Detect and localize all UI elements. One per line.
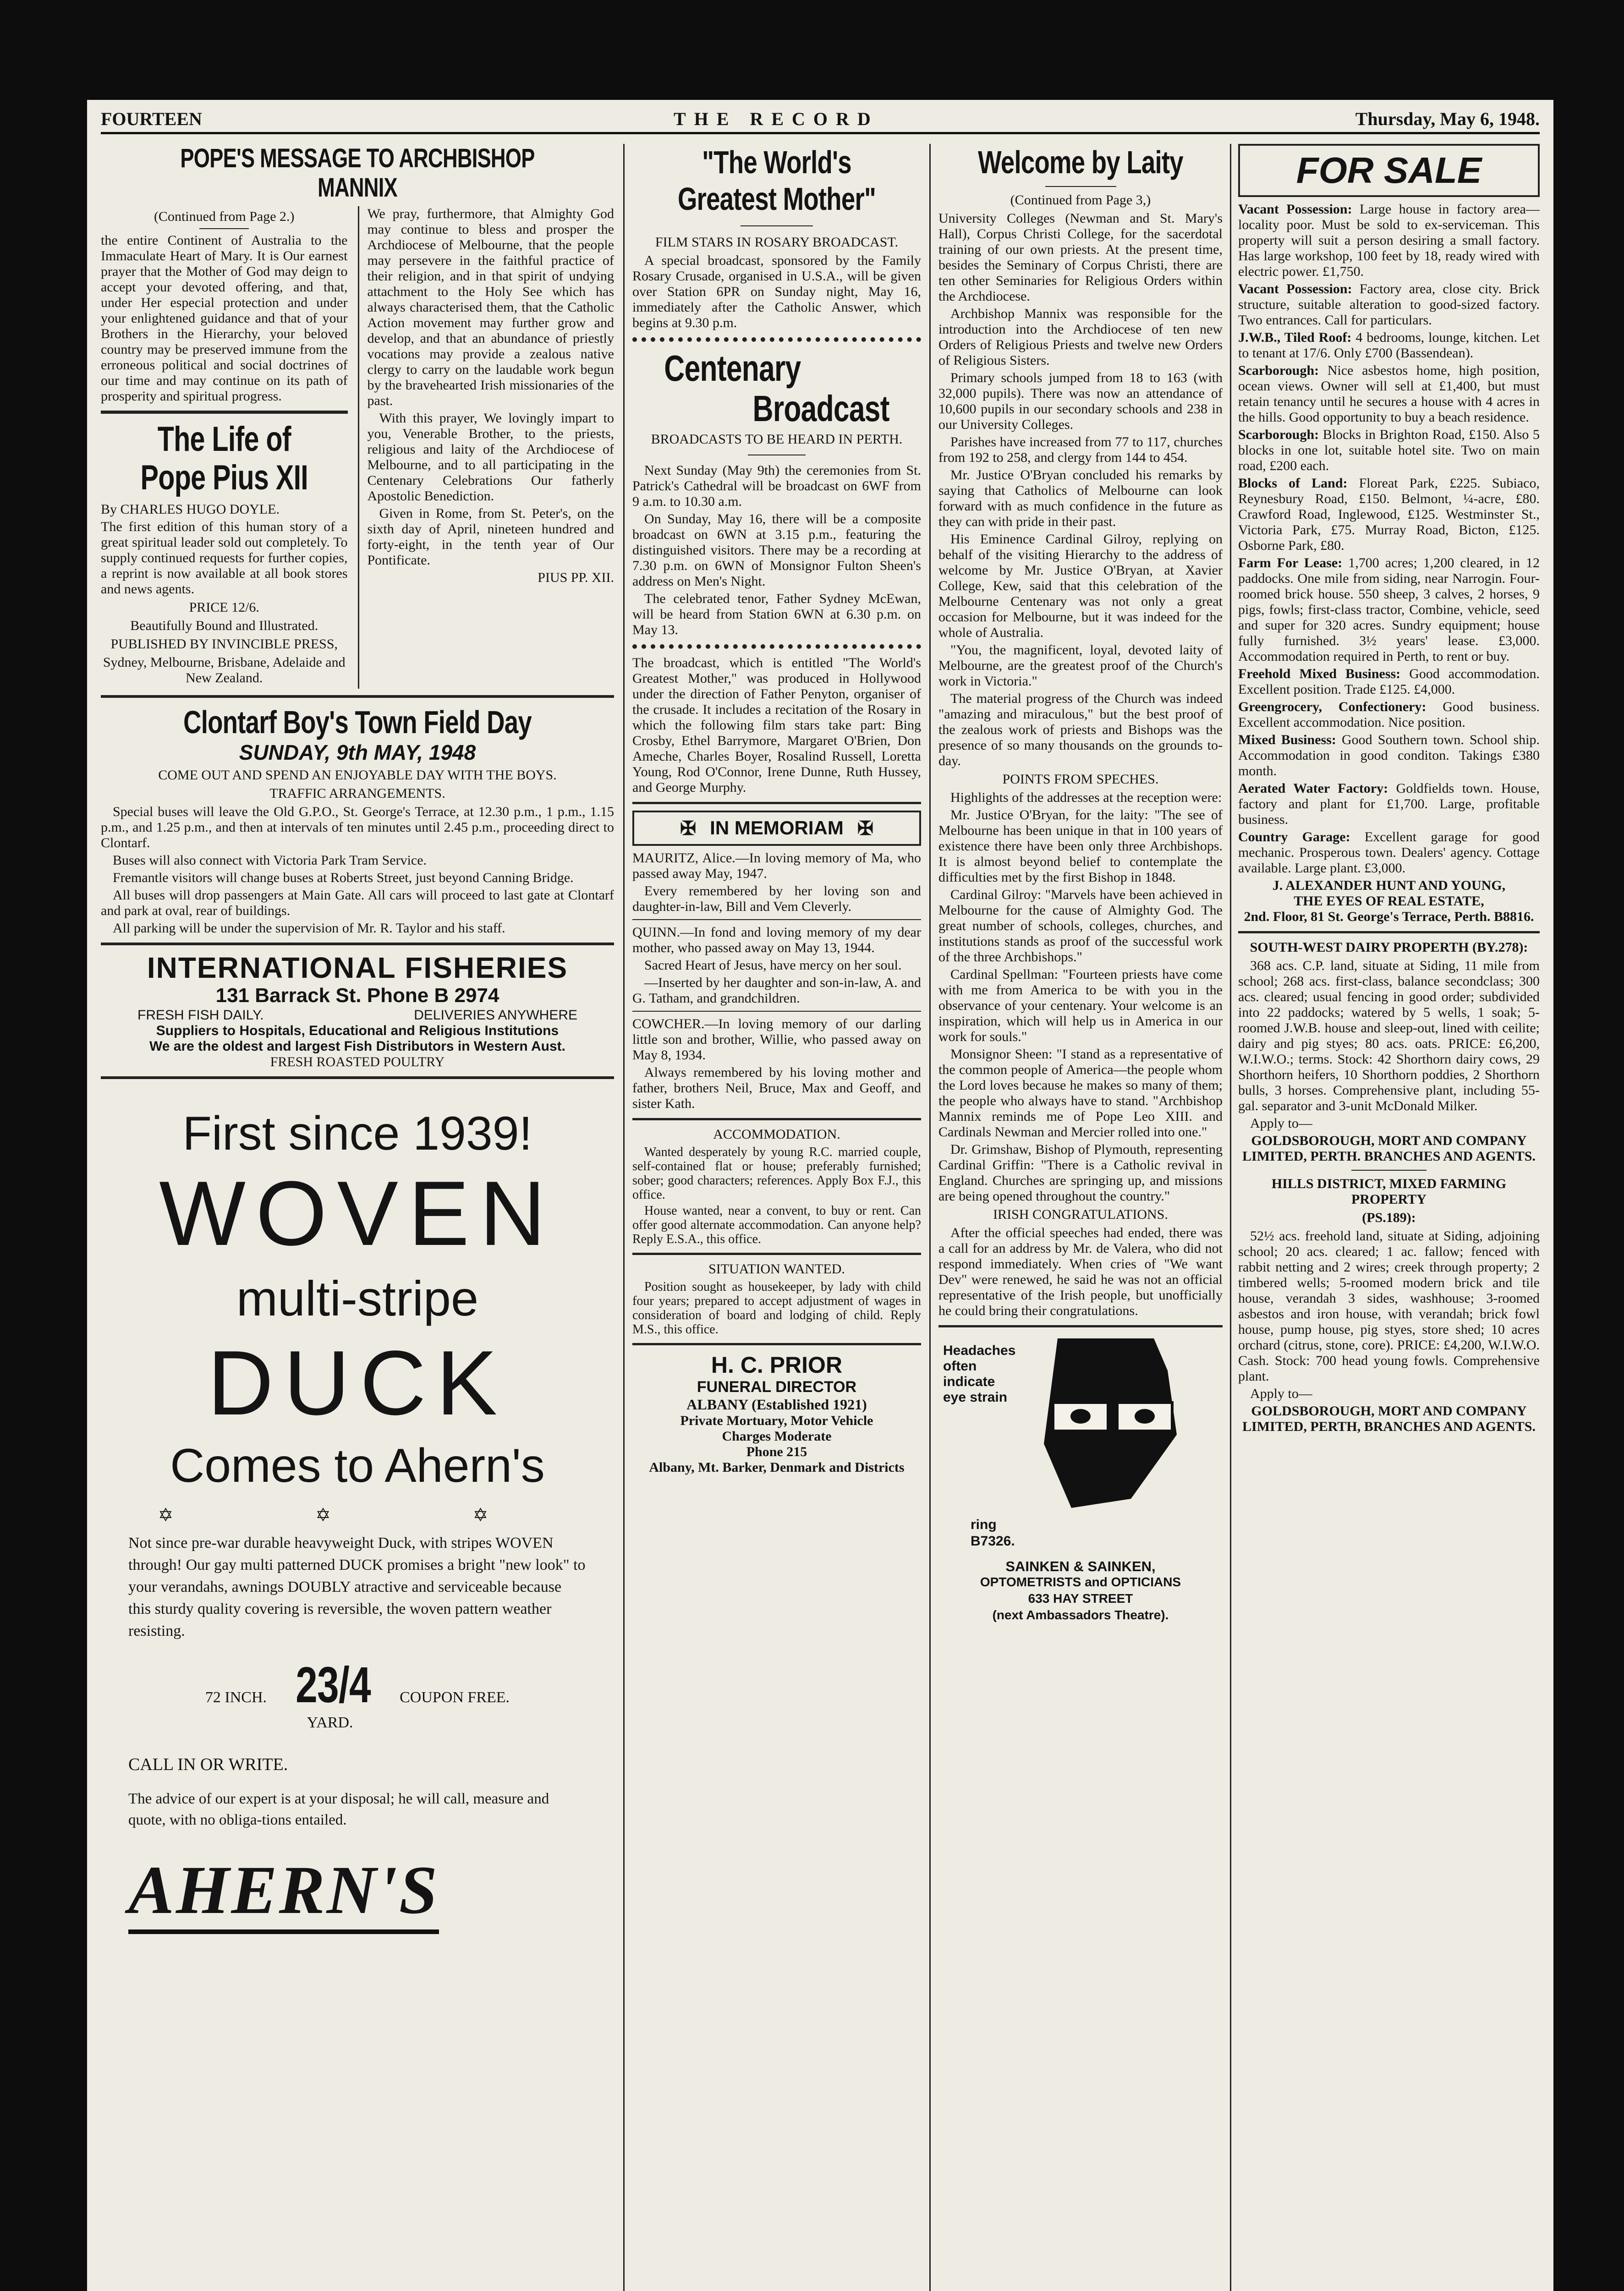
listing-details: Nice asbestos home, high position, ocean views. Owner will sell at £1,400, but must retain tenancy until he secures a house with 4 acres in the hills. Good opportunity to buy a beach residence. (1238, 363, 1540, 425)
welcome-paragraph: Monsignor Sheen: "I stand as a representative of the common people of America—the people whom the Lord loves because he makes so many of them; the people who always have to stand. "Archbishop Mannix reminds me of Pope Leo XIII. and Cardinals Newman and Mercier rolled into one." (938, 1047, 1223, 1140)
life-title-line2: Pope Pius XII (140, 458, 308, 497)
centenary-headline-2: Broadcast (752, 388, 889, 429)
worlds-mother-headline: "The World's Greatest Mother" (677, 144, 876, 217)
column-rule (623, 144, 625, 2291)
hunt-agent: J. ALEXANDER HUNT AND YOUNG, (1272, 878, 1506, 893)
fisheries-suppliers: Suppliers to Hospitals, Educational and Religious Institutions (156, 1023, 559, 1038)
hills-title: HILLS DISTRICT, MIXED FARMING PROPERTY (1271, 1176, 1507, 1207)
welcome-headline: Welcome by Laity (978, 144, 1183, 180)
life-title-line1: The Life of (157, 420, 291, 459)
listing-details: Good business. Excellent accommodation. Nice position. (1238, 699, 1540, 730)
for-sale-listing (1238, 781, 1540, 828)
pope-paragraph: the entire Continent of Australia to the Immaculate Heart of Mary. It is Our earnest prayer that the Mother of God may deign to accept your devoted offering, and that, under Her especial protection and under your enlightened guidance and that of your Brothers in the Hierarchy, your beloved country may be preserved immune from the erroneous political and social doctrines of our time and may continue on its path of prosperity and spiritual progress. (101, 233, 348, 404)
prior-districts: Albany, Mt. Barker, Denmark and Districts (649, 1460, 905, 1475)
listing-heading: Vacant Possession: (1238, 281, 1352, 296)
for-sale-listing (1238, 202, 1540, 280)
situation-heading: SITUATION WANTED. (708, 1261, 845, 1277)
memoriam-entry: —Inserted by her daughter and son-in-law, A. and G. Tatham, and grandchildren. (632, 975, 921, 1006)
middle-column (632, 144, 921, 2291)
prior-role: FUNERAL DIRECTOR (697, 1378, 857, 1396)
life-of-pius-ad (101, 420, 348, 686)
ahern-call: CALL IN OR WRITE. (128, 1755, 288, 1774)
optom-near: (next Ambassadors Theatre). (992, 1608, 1169, 1622)
ahern-star-ornaments: ✡ ✡ ✡ (158, 1505, 557, 1525)
life-publisher: PUBLISHED BY INVINCIBLE PRESS, (110, 636, 338, 652)
memoriam-heading (632, 811, 921, 846)
listing-details: Factory area, close city. Brick structure, suitable alteration to good-sized factory. Two entrances. Call for particulars. (1238, 281, 1540, 328)
prior-name: H. C. PRIOR (711, 1352, 843, 1378)
situation-ad: Position sought as housekeeper, by lady with child four years; prepared to accept adjustment of wages in consideration of board and lodging of child. Reply M.S., this office. (632, 1280, 921, 1337)
optom-headaches: Headaches often indicate eye strain (943, 1343, 1016, 1405)
worlds-paragraph: A special broadcast, sponsored by the Family Rosary Crusade, organised in U.S.A., will be given over Station 6PR on Sunday night, May 16, immediately after the Catholic Answer, which begins at 9.30 p.m. (632, 253, 921, 330)
speeches-subhead: POINTS FROM SPECHES. (1002, 772, 1159, 787)
centenary-paragraph: On Sunday, May 16, there will be a composite broadcast on 6WN at 3.15 p.m., featuring the distinguished visitors. There may be a recording at 7.30 p.m. on 6WN of Monsignor Fulton Sheen's address on Men's Night. (632, 511, 921, 589)
fisheries-fresh: FRESH FISH DAILY. (137, 1008, 264, 1023)
memoriam-title: IN MEMORIAM (710, 817, 844, 839)
optom-name: SAINKEN & SAINKEN, (1005, 1558, 1156, 1574)
pope-continued-note: (Continued from Page 2.) (154, 209, 295, 224)
for-sale-listing (1238, 281, 1540, 328)
centenary-sub: BROADCASTS TO BE HEARD IN PERTH. (651, 432, 903, 447)
welcome-paragraph: Cardinal Spellman: "Fourteen priests have come with me from America to be with you in the observance of your centenary. Your welcome is an inspiration, which will help us in America in our work for souls." (938, 967, 1223, 1044)
hills-agent: GOLDSBOROUGH, MORT AND COMPANY LIMITED, PERTH, BRANCHES AND AGENTS. (1242, 1403, 1536, 1434)
dairy-agent: GOLDSBOROUGH, MORT AND COMPANY LIMITED, PERTH. BRANCHES AND AGENTS. (1242, 1133, 1536, 1164)
listing-details: Good Southern town. School ship. Accommodation in good conditon. Takings £380 month. (1238, 732, 1540, 778)
aherns-ad (101, 1085, 614, 1934)
cross-icon: ✠ (857, 817, 874, 839)
for-sale-listing (1238, 363, 1540, 425)
face-with-glasses-icon (1016, 1334, 1209, 1517)
listing-heading: Scarborough: (1238, 427, 1319, 442)
listing-details: 1,700 acres; 1,200 cleared, in 12 paddocks. One mile from siding, near Narrogin. Four-roomed brick house. 550 sheep, 3 calves, 2 horses, 9 pigs, fowls; first-class tractor, Combine, vehicle, seed and super for 320 acres. Sundry equipment; house fully furnished. 3½ years' lease. £3,000. Accommodation required in Perth, to rent or buy. (1238, 555, 1540, 664)
listing-heading: Freehold Mixed Business: (1238, 666, 1401, 681)
listing-details: 4 bedrooms, lounge, kitchen. Let to tenant at 17/6. Only £700 (Bassendean). (1238, 330, 1540, 361)
for-sale-listing (1238, 427, 1540, 474)
life-price: PRICE 12/6. (189, 600, 259, 615)
memoriam-entry: Always remembered by his loving mother and father, brothers Neil, Bruce, Max and Geoff, and sister Kath. (632, 1065, 921, 1111)
cross-icon: ✠ (680, 817, 697, 839)
hills-apply: Apply to— (1250, 1386, 1312, 1401)
hunt-address: 2nd. Floor, 81 St. George's Terrace, Perth. B8816. (1244, 909, 1534, 924)
fisheries-poultry: FRESH ROASTED POULTRY (270, 1054, 445, 1069)
pope-paragraph: We pray, furthermore, that Almighty God may continue to bless and prosper the Archdiocese of Melbourne, that the people may persevere in the faithful practice of their religion, and in that spirit of undying attachment to the Holy See which has always characterised them, that the Catholic Action movement may further grow and develop, and that an abundance of priestly vocations may provide a zealous native clergy to carry on the laudable work begun by the bravehearted Irish missionaries of the past. (367, 206, 614, 408)
listing-heading: Mixed Business: (1238, 732, 1336, 747)
worlds-paragraph-continued: The broadcast, which is entitled "The World's Greatest Mother," was produced in Hollywood under the direction of Father Penyton, organiser of the crusade. It includes a recitation of the Rosary in which the following film stars take part: Bing Crosby, Ethel Barrymore, Margaret O'Brien, Don Ameche, Charles Boyer, Rosalind Russell, Loretta Young, Rod O'Connor, Irene Dunne, Ruth Hussey, and George Murphy. (632, 655, 921, 795)
issue-date: Thursday, May 6, 1948. (1355, 109, 1540, 129)
optom-address: 633 HAY STREET (1028, 1591, 1133, 1606)
prior-mortuary: Private Mortuary, Motor Vehicle (680, 1413, 873, 1428)
irish-subhead: IRISH CONGRATULATIONS. (993, 1207, 1168, 1222)
page-header (101, 106, 1540, 134)
dairy-apply: Apply to— (1250, 1116, 1312, 1131)
for-sale-listings (1238, 202, 1540, 876)
hills-body: 52½ acs. freehold land, situate at Siding, adjoining school; 20 acs. cleared; 1 ac. fallow; fenced with rabbit netting and 2 wires; creek through property; 2 timbered wells; 5-roomed modern brick and tile house, verandah 3 sides, washhouse; 3-roomed asbestos and iron house, with verandah; brick fowl house, pump house, pig styes, store shed; 10 acres orchard (citrus, stone, core). PRICE: £4,200, W.I.W.O. Cash. Stock: 700 head young fowls. Comprehensive plant. (1238, 1228, 1540, 1384)
worlds-sub: FILM STARS IN ROSARY BROADCAST. (655, 235, 899, 250)
welcome-paragraph: Mr. Justice O'Bryan concluded his remarks by saying that Catholics of Melbourne can look forward with as much confidence in the future as they can with pride in their past. (938, 467, 1223, 529)
ahern-woven: WOVEN (159, 1162, 556, 1265)
for-sale-listing (1238, 476, 1540, 554)
prior-established: ALBANY (Established 1921) (686, 1396, 867, 1413)
listing-heading: Blocks of Land: (1238, 476, 1348, 491)
clontarf-notice (101, 704, 614, 936)
welcome-paragraph: Primary schools jumped from 18 to 163 (with 32,000 pupils). There was now an attendance of 10,600 pupils in our secondary schools and 238 in our University Colleges. (938, 370, 1223, 432)
ahern-advice: The advice of our expert is at your disposal; he will call, measure and quote, with no obliga-tions entailed. (128, 1791, 549, 1828)
listing-details: Excellent garage for good mechanic. Prosperous town. Dealers' agency. Cottage available. Large plant. £3,000. (1238, 829, 1540, 876)
welcome-paragraph: University Colleges (Newman and St. Mary's Hall), Corpus Christi College, for the sacerdotal training of our own priests. At the present time, besides the Seminary of Corpus Christi, there are ten other Seminaries for Religious Orders within the Archdiocese. (938, 211, 1223, 304)
masthead: THE RECORD (674, 109, 879, 129)
life-body: The first edition of this human story of a great spiritual leader sold out completely. To supply continued requests for further copies, a reprint is now available at all book stores and news agents. (101, 519, 348, 597)
life-cities: Sydney, Melbourne, Brisbane, Adelaide and New Zealand. (103, 655, 346, 685)
listing-heading: Greengrocery, Confectionery: (1238, 699, 1426, 714)
welcome-paragraph: "You, the magnificent, loyal, devoted laity of Melbourne, are the greatest proof of the Church's work in Victoria." (938, 642, 1223, 689)
memoriam-entry: COWCHER.—In loving memory of our darling little son and brother, Willie, who passed away on May 8, 1934. (632, 1016, 921, 1063)
traffic-heading: TRAFFIC ARRANGEMENTS. (269, 786, 445, 801)
for-sale-listing (1238, 666, 1540, 697)
optom-phone: B7326. (971, 1534, 1015, 1549)
welcome-paragraph: Highlights of the addresses at the reception were: (950, 790, 1222, 805)
pope-paragraph: Given in Rome, from St. Peter's, on the sixth day of April, nineteen hundred and forty-eight, in the tenth year of Our Pontificate. (367, 506, 614, 568)
fisheries-title: INTERNATIONAL FISHERIES (147, 951, 568, 984)
prior-funeral-ad (632, 1352, 921, 1475)
for-sale-listing (1238, 699, 1540, 730)
prior-charges: Charges Moderate (722, 1429, 832, 1444)
clontarf-paragraph: Fremantle visitors will change buses at Roberts Street, just beyond Canning Bridge. (113, 870, 574, 885)
listing-heading: J.W.B., Tiled Roof: (1238, 330, 1352, 345)
dairy-title: SOUTH-WEST DAIRY PROPERTH (BY.278): (1250, 940, 1528, 955)
for-sale-listing (1238, 555, 1540, 664)
centenary-paragraph: The celebrated tenor, Father Sydney McEwan, will be heard from Station 6WN at 6.30 p.m. on May 13. (632, 591, 921, 637)
listing-details: Goldfields town. House, factory and plant for £1,700. Large, profitable business. (1238, 781, 1540, 827)
ahern-logo: AHERN'S (128, 1851, 439, 1934)
clontarf-date: SUNDAY, 9th MAY, 1948 (239, 740, 476, 764)
listing-heading: Vacant Possession: (1238, 202, 1352, 217)
ahern-yard: YARD. (307, 1714, 353, 1731)
clontarf-paragraph: All buses will drop passengers at Main Gate. All cars will proceed to last gate at Clontarf and park at oval, rear of buildings. (101, 888, 614, 918)
hills-ref: (PS.189): (1362, 1210, 1416, 1225)
welcome-column (938, 144, 1223, 2291)
hunt-slogan: THE EYES OF REAL ESTATE, (1294, 893, 1484, 909)
prior-phone: Phone 215 (746, 1444, 807, 1459)
listing-heading: Farm For Lease: (1238, 555, 1343, 570)
memoriam-entry: QUINN.—In fond and loving memory of my dear mother, who passed away on May 13, 1944. (632, 925, 921, 955)
clontarf-paragraph: Special buses will leave the Old G.P.O., St. George's Terrace, at 12.30 p.m., 1 p.m., 1.15 p.m., and 1.25 p.m., and then at intervals of ten minutes until 2.45 p.m., proceeding direct to Clontarf. (101, 804, 614, 850)
listing-details: Floreat Park, £225. Subiaco, Reynesbury Road, £150. Belmont, ¼-acre, £80. Crawford Road, Inglewood, £125. Westminster St., Victoria Park, £75. Murray Road, Bicton, £125. Osborne Park, £80. (1238, 476, 1540, 553)
listing-heading: Scarborough: (1238, 363, 1319, 378)
memoriam-entry: Every remembered by her loving son and daughter-in-law, Bill and Vem Cleverly. (632, 883, 921, 914)
fisheries-oldest: We are the oldest and largest Fish Distributors in Western Aust. (149, 1039, 565, 1054)
pope-message-headline: POPE'S MESSAGE TO ARCHBISHOP MANNIX (180, 144, 535, 203)
ahern-duck: DUCK (207, 1332, 508, 1434)
pope-signature: PIUS PP. XII. (538, 570, 614, 585)
pope-message-article (101, 144, 614, 689)
fisheries-address: 131 Barrack St. Phone B 2974 (215, 984, 499, 1007)
welcome-paragraph: His Eminence Cardinal Gilroy, replying on behalf of the visiting Hierarchy to the address of welcome by Mr. Justice O'Bryan, at Xavier College, Kew, said that this celebration of the Melbourne Centenary was not only a great occasion for Melbourne, but it was indeed for the whole of Australia. (938, 532, 1223, 640)
for-sale-listing (1238, 330, 1540, 361)
ahern-multi-stripe: multi-stripe (236, 1271, 479, 1326)
newspaper-page (87, 100, 1553, 2291)
welcome-paragraph: The material progress of the Church was indeed "amazing and miraculous," but the best proof of the zealous work of priests and Bishops was the presence of so many thousands on the grounds to-day. (938, 691, 1223, 768)
pope-paragraph: With this prayer, We lovingly impart to you, Venerable Brother, to the priests, religious and laity of the Archdiocese of Melbourne, and to all participating in the Centenary Celebrations Our fatherly Apostolic Benediction. (367, 411, 614, 504)
column-rule (1230, 144, 1231, 2291)
for-sale-heading: FOR SALE (1238, 144, 1540, 197)
clontarf-invite: COME OUT AND SPEND AN ENJOYABLE DAY WITH THE BOYS. (158, 767, 557, 783)
ahern-width: 72 INCH. (205, 1689, 267, 1706)
for-sale-column (1238, 144, 1540, 2291)
dairy-body: 368 acs. C.P. land, situate at Siding, 11 mile from school; 268 acs. first-class, balance secondclass; 300 acs. cleared; usual fencing in good order; subdivided into 22 paddocks; watered by 5 wells, 1 soak; 5-roomed J.W.B. house and sleep-out, lined with ceilite; dairy and pig styes; 80 acs. oats. PRICE: £6,200, W.I.W.O.; terms. Stock: 42 Shorthorn dairy cows, 29 Shorthorn heifers, 10 Shorthorn poddies, 2 Shorthorn bulls, 3 horses. Comprehensive plant, including 55-gal. separator and 3-unit McDonald Milker. (1238, 958, 1540, 1113)
welcome-paragraph: Cardinal Gilroy: "Marvels have been achieved in Melbourne for the cause of Almighty God. The great number of schools, colleges, churches, and institutions stands as proof of the successful work of the three Archbishops." (938, 887, 1223, 965)
centenary-paragraph: Next Sunday (May 9th) the ceremonies from St. Patrick's Cathedral will be broadcast on 6WF from 9 a.m. to 10.30 a.m. (632, 463, 921, 509)
listing-details: Good accommodation. Excellent position. Trade £125. £4,000. (1238, 666, 1540, 697)
for-sale-listing (1238, 829, 1540, 876)
optom-role: OPTOMETRISTS and OPTICIANS (980, 1575, 1181, 1589)
welcome-paragraph: After the official speeches had ended, there was a call for an address by Mr. de Valera, who did not respond immediately. When cries of "We want Dev" were renewed, he said he was not an official representative of the Irish people, but unofficially he could bring their congratulations. (938, 1225, 1223, 1318)
life-author: By CHARLES HUGO DOYLE. (101, 502, 280, 517)
life-binding: Beautifully Bound and Illustrated. (130, 618, 318, 633)
ahern-coupon: COUPON FREE. (400, 1689, 510, 1706)
welcome-paragraph: Mr. Justice O'Bryan, for the laity: "The see of Melbourne has been unique in that in 100 years of existence there have been only three Archbishops. It is almost beyond belief to contemplate the difficulties met by the first Bishop in 1848. (938, 807, 1223, 885)
accommodation-heading: ACCOMMODATION. (713, 1127, 840, 1142)
for-sale-listing (1238, 732, 1540, 779)
page-number: FOURTEEN (101, 109, 202, 129)
welcome-continued-note: (Continued from Page 3,) (1010, 192, 1151, 208)
left-section (101, 144, 614, 2291)
optom-ring: ring (971, 1517, 997, 1532)
listing-heading: Aerated Water Factory: (1238, 781, 1388, 796)
fisheries-deliveries: DELIVERIES ANYWHERE (414, 1008, 577, 1023)
centenary-headline-1: Centenary (664, 348, 801, 389)
welcome-paragraph: Dr. Grimshaw, Bishop of Plymouth, representing Cardinal Griffin: "There is a Catholic revival in England. Churches are springing up, and missions are being opened throughout the country." (938, 1142, 1223, 1204)
fisheries-ad (101, 952, 614, 1070)
welcome-paragraph: Archbishop Mannix was responsible for the introduction into the Archdiocese of ten new Orders of Religious Priests and twelve new Orders of Religious Sisters. (938, 306, 1223, 368)
clontarf-paragraph: Buses will also connect with Victoria Park Tram Service. (113, 853, 427, 868)
clontarf-paragraph: All parking will be under the supervision of Mr. R. Taylor and his staff. (113, 921, 505, 936)
column-rule (929, 144, 931, 2291)
optometrist-ad (938, 1334, 1223, 1627)
ahern-first-since: First since 1939! (182, 1107, 532, 1160)
listing-details: Large house in factory area—locality poor. Must be sold to ex-serviceman. This property will suit a person desiring a small factory. Has large workshop, 100 feet by 18, ready wired with electric power. £1,750. (1238, 202, 1540, 279)
memoriam-entry: Sacred Heart of Jesus, have mercy on her soul. (644, 958, 902, 973)
clontarf-headline: Clontarf Boy's Town Field Day (183, 704, 532, 740)
accommodation-ad: House wanted, near a convent, to buy or rent. Can offer good alternate accommodation. Can anyone help? Reply E.S.A., this office. (632, 1204, 921, 1246)
listing-heading: Country Garage: (1238, 829, 1350, 844)
ahern-price: 23/4 (296, 1657, 371, 1713)
accommodation-ad: Wanted desperately by young R.C. married couple, self-contained flat or house; preferably furnished; sober; good characters; references. Apply Box F.J., this office. (632, 1145, 921, 1202)
ahern-comes: Comes to Ahern's (170, 1439, 545, 1492)
welcome-paragraph: Parishes have increased from 77 to 117, churches from 192 to 258, and clergy from 144 to 454. (938, 434, 1223, 465)
listing-details: Blocks in Brighton Road, £150. Also 5 blocks in one lot, suitable hotel site. Two on main road, £200 each. (1238, 427, 1540, 473)
memoriam-entry: MAURITZ, Alice.—In loving memory of Ma, who passed away May, 1947. (632, 850, 921, 881)
ahern-body: Not since pre-war durable heavyweight Duck, with stripes WOVEN through! Our gay multi patterned DUCK promises a bright "new look" to your verandahs, awnings DOUBLY atractive and serviceable because this sturdy quality covering is reversible, the woven pattern weather resisting. (128, 1535, 586, 1639)
